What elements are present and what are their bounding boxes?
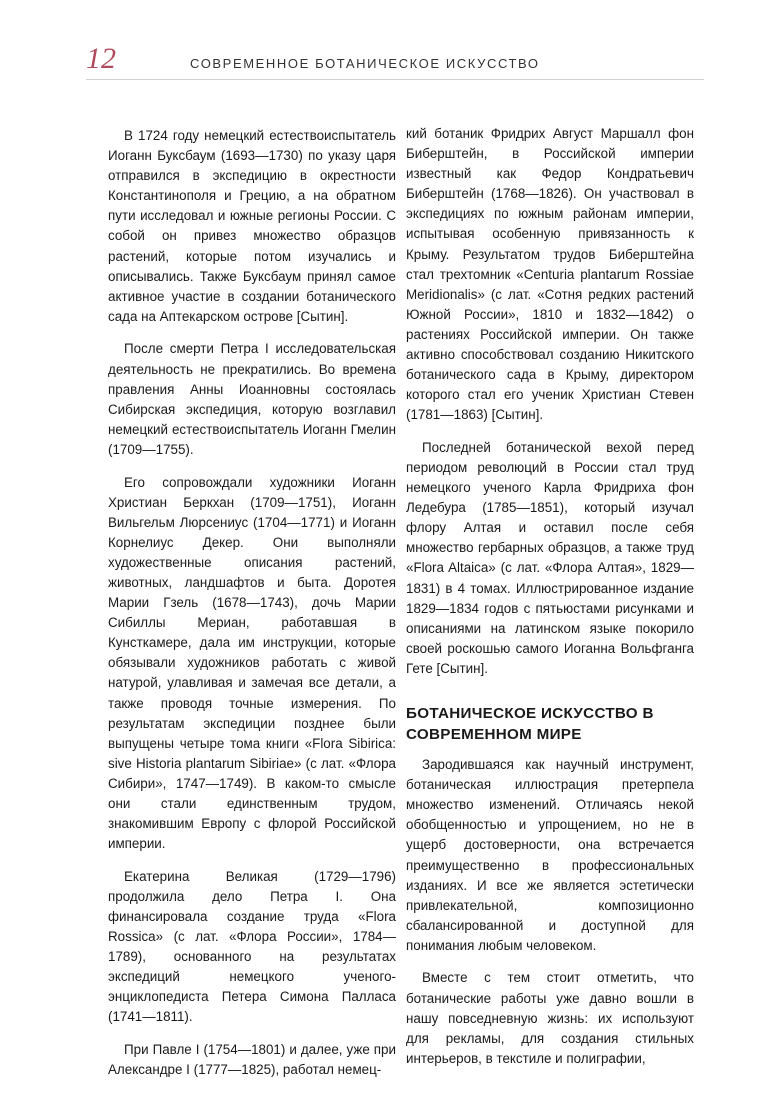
running-header: СОВРЕМЕННОЕ БОТАНИЧЕСКОЕ ИСКУССТВО: [190, 56, 540, 71]
paragraph-artists: Его сопровождали художники Иоганн Христиан Беркхан (1709—1751), Иоганн Вильгельм Люрсениус (1704—1771) и Иоганн Корнелиус Декер. Они выполняли художественные описания растений, животных, ландшафтов и быта. Доротея Марии Гзель (1678—1743), дочь Марии Сибиллы Мериан, работавшая в Кунсткамере, дала им инструкции, которые обязывали художников работать с живой натурой, улавливая и замечая все детали, а также проводя точные измерения. По результатам экспедиции позднее были выпущены четыре тома книги «Flora Sibirica: sive Historia plantarum Sibiriae» (с лат. «Флора Сибири», 1747—1749). В каком-то смысле они стали единственным трудом, знакомившим Европу с флорой Российской империи.: [108, 474, 396, 852]
paragraph-buxbaum: В 1724 году немецкий естествоиспытатель Иоганн Буксбаум (1693—1730) по указу царя отправился в экспедицию в окрестности Константинополя и Грецию, а на обратном пути исследовал и южные регионы России. С собой он привез множество образцов растений, которые потом изучались и описывались. Также Буксбаум принял самое активное участие в создании ботанического сада на Аптекарском острове [Сытин].: [108, 128, 396, 324]
paragraph-ledebour: Последней ботанической вехой перед периодом революций в России стал труд немецкого ученого Карла Фридриха фон Ледебура (1785—1851), который изучал флору Алтая и оставил после себя множество гербарных образцов, а также труд «Flora Altaica» (с лат. «Флора Алтая», 1829—1831) в 4 томах. Иллюстрированное издание 1829—1834 годов с пятьюстами рисунками и описаниями на латинском языке покорило своей роскошью самого Иоганна Вольфганга Гете [Сытин].: [406, 439, 694, 676]
page-number: 12: [86, 42, 116, 75]
paragraph-modern-2: Вместе с тем стоит отметить, что ботанические работы уже давно вошли в нашу повседневную жизнь: их используют для рекламы, для создания стильных интерьеров, в текстиле и полиграфии,: [406, 970, 694, 1066]
paragraph-modern-1: Зародившаяся как научный инструмент, ботаническая иллюстрация претерпела множество изменений. Отличаясь некой обобщенностью и упрощением, но не в ущерб достоверности, она встречается преимущественно в профессиональных изданиях. И все же является эстетически привлекательной, композиционно сбалансированной и доступной для понимания любым человеком.: [406, 757, 694, 953]
right-column: [406, 124, 694, 1081]
paragraph-paul: При Павле I (1754—1801) и далее, уже при Александре I (1777—1825), работал немец-: [108, 1042, 396, 1078]
left-column: [108, 126, 396, 1093]
paragraph-catherine: Екатерина Великая (1729—1796) продолжила дело Петра I. Она финансировала создание труда «Flora Rossica» (с лат. «Флора России», 1784—1789), основанного на результатах экспедиций немецкого ученого-энциклопедиста Петера Симона Палласа (1741—1811).: [108, 868, 396, 1025]
section-heading: БОТАНИЧЕСКОЕ ИСКУССТВО В СОВРЕМЕННОМ МИРЕ: [406, 705, 654, 744]
paragraph-gmelin: После смерти Петра I исследовательская деятельность не прекратились. Во времена правления Анны Иоанновны состоялась Сибирская экспедиция, которую возглавил немецкий естествоиспытатель Иоганн Гмелин (1709—1755).: [108, 341, 396, 457]
paragraph-bieberstein: кий ботаник Фридрих Август Маршалл фон Биберштейн, в Российской империи известный как Федор Кондратьевич Биберштейн (1768—1826). Он участвовал в экспедициях по южным районам империи, испытывая особенную привязанность к Крыму. Результатом трудов Биберштейна стал трехтомник «Centuria plantarum Rossiae Meridionalis» (с лат. «Сотня редких растений Южной России», 1810 и 1832—1842) о растениях Российской империи. Он также активно способствовал созданию Никитского ботанического сада в Крыму, директором которого стал его ученик Христиан Стевен (1781—1863) [Сытин].: [406, 126, 694, 423]
header-rule: [86, 79, 704, 80]
